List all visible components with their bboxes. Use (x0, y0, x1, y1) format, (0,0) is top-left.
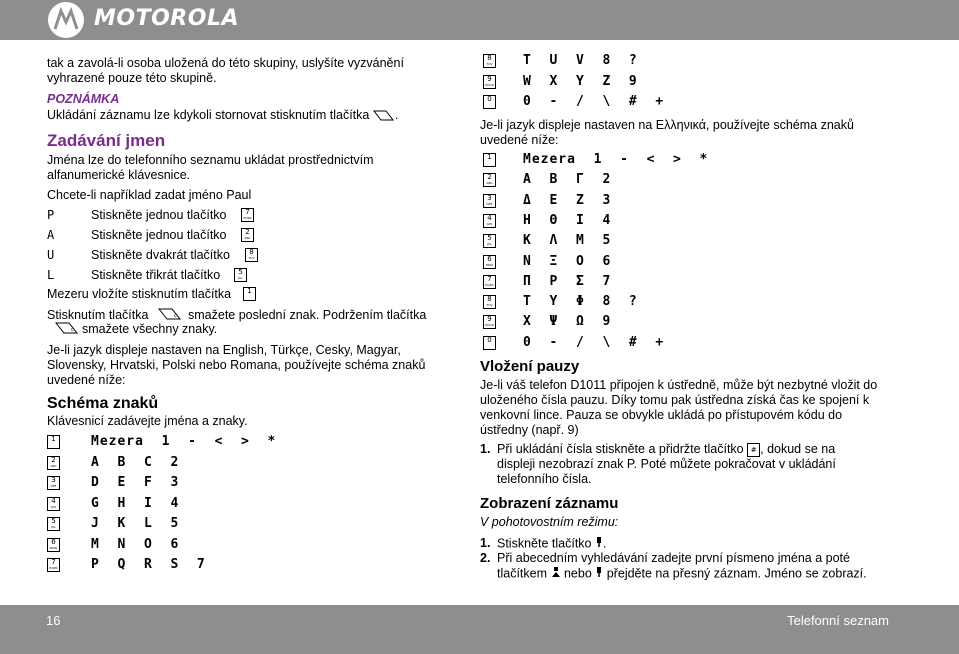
step-text: Stiskněte jednou tlačítko (91, 208, 227, 222)
header-band (0, 0, 959, 40)
key-6-icon: 6 MNO (47, 538, 60, 552)
motorola-logo-icon (48, 2, 84, 38)
char-row: X Ψ Ω 9 (523, 314, 612, 330)
char-row: Mezera 1 - < > * (523, 152, 709, 167)
view-step-1-text: Stiskněte tlačítko (497, 536, 592, 551)
step-letter: P (47, 208, 55, 222)
redial-up-icon (551, 566, 561, 582)
view-step-1-end: . (602, 536, 607, 551)
pause-step-text-end: , dokud se na (760, 442, 836, 456)
para1-line-1: Jména lze do telefonního seznamu ukládat prostřednictvím (47, 153, 374, 167)
heading-zadavani: Zadávání jmen (47, 131, 166, 150)
space-text: Mezeru vložíte stisknutím tlačítka (47, 287, 232, 301)
intro-line-2: vyhrazené pouze této skupině. (47, 71, 217, 85)
para1-line-2: alfanumerické klávesnice. (47, 168, 191, 182)
heading-pauza: Vložení pauzy (480, 358, 580, 375)
char-row: 0 - / \ # + (523, 334, 665, 350)
key-7-icon: 7 PQRS (483, 275, 496, 289)
key-0-icon: 0 (483, 95, 496, 109)
key-1-icon: 1 (483, 153, 496, 167)
key-8-icon: 8 TUV (483, 54, 496, 68)
key-8-icon: 8 TUV (483, 295, 496, 309)
char-row: K Λ M 5 (523, 233, 612, 249)
svg-text:c: c (174, 313, 177, 319)
key-5-icon: 5 JKL (47, 517, 60, 531)
key-5-icon: 5 JKL (483, 234, 496, 248)
key-7-icon: 7 PQRS (241, 208, 254, 222)
char-row: G H I 4 (91, 495, 180, 511)
view-step-2-line-2 (497, 566, 867, 582)
char-row: 0 - / \ # + (523, 94, 665, 109)
clear-key-icon (55, 321, 79, 335)
char-row: D E F 3 (91, 475, 180, 490)
view-step-2-text: tlačítkem (497, 566, 548, 581)
key-3-icon: 3 DEF (483, 194, 496, 208)
key-4-icon: 4 GHI (47, 497, 60, 511)
char-row: P Q R S 7 (91, 557, 206, 572)
delete-line-1b: smažete poslední znak. Podržením tlačítka (188, 308, 427, 322)
note-text (47, 108, 398, 123)
clear-key-icon (158, 307, 182, 321)
char-row: M N O 6 (91, 536, 180, 552)
phonebook-key-icon (595, 536, 603, 552)
greek-para-2: uvedené níže: (480, 133, 559, 147)
svg-text:c: c (71, 327, 74, 333)
lang-para-3: uvedené níže: (47, 373, 126, 387)
char-row: A B Γ 2 (523, 172, 612, 188)
lang-para-2: Slovensky, Hrvatski, Polski nebo Romana, používejte schéma znaků (47, 358, 426, 372)
key-9-icon: 9 WXYZ (483, 315, 496, 329)
lang-para-1: Je-li jazyk displeje nastaven na English, Türkçe, Cesky, Magyar, (47, 343, 401, 357)
step-text: Stiskněte jednou tlačítko (91, 228, 227, 242)
heading-zobrazeni: Zobrazení záznamu (480, 495, 619, 512)
hash-key-icon: # (747, 443, 760, 457)
char-row: Π P Σ 7 (523, 273, 612, 289)
pause-step-text: Při ukládání čísla stiskněte a přidržte tlačítko (497, 442, 744, 456)
view-mode: V pohotovostním režimu: (480, 515, 619, 529)
brand-wordmark: MOTOROLA (94, 6, 239, 31)
key-8-icon: 8 TUV (245, 248, 258, 262)
footer-band (0, 605, 959, 654)
char-row: T Y Φ 8 ? (523, 294, 638, 310)
phonebook-down-icon (595, 566, 603, 582)
key-0-icon: 0 (483, 336, 496, 350)
note-text-body: Ukládání záznamu lze kdykoli stornovat stisknutím tlačítka (47, 108, 370, 122)
note-end: . (394, 108, 399, 122)
char-row: H Θ I 4 (523, 212, 612, 228)
view-step-2-or: nebo (563, 566, 592, 581)
pause-step-line-1 (497, 442, 835, 457)
key-1-icon: 1 (243, 287, 256, 301)
view-step-2-num: 2. (480, 551, 491, 565)
key-1-icon: 1 (47, 435, 60, 449)
pause-para-4: ústředny (např. 9) (480, 423, 579, 437)
scheme-sub: Klávesnicí zadávejte jména a znaky. (47, 414, 248, 428)
char-row: W X Y Z 9 (523, 73, 638, 89)
intro-line-1: tak a zavolá-li osoba uložená do této skupiny, uslyšíte vyzvánění (47, 56, 404, 70)
key-7-icon: 7 PQRS (47, 558, 60, 572)
step-letter: A (47, 228, 55, 242)
page-number: 16 (46, 613, 61, 628)
key-2-icon: 2 ABC (241, 228, 254, 242)
view-step-1-num: 1. (480, 536, 491, 550)
view-step-2-end: přejděte na přesný záznam. Jméno se zobrazí. (606, 566, 867, 581)
step-letter: L (47, 268, 55, 282)
key-4-icon: 4 GHI (483, 214, 496, 228)
step-text: Stiskněte třikrát tlačítko (91, 268, 221, 282)
heading-schema: Schéma znaků (47, 395, 159, 412)
pause-para-1: Je-li váš telefon D1011 připojen k ústředně, může být nezbytné vložit do (480, 378, 878, 392)
char-row: N Ξ O 6 (523, 253, 612, 269)
key-2-icon: 2 ABC (47, 456, 60, 470)
pause-para-2: uloženého čísla pauzu. Díky tomu pak ústředna získá čas ke spojení k (480, 393, 870, 407)
example-text: Chcete-li například zadat jméno Paul (47, 188, 252, 202)
char-row: A B C 2 (91, 454, 180, 470)
step-letter: U (47, 248, 55, 262)
pause-para-3: venkovní lince. Pauza se obvykle ukládá po přístupovém kódu do (480, 408, 843, 422)
key-2-icon: 2 ABC (483, 173, 496, 187)
pause-step-num: 1. (480, 442, 491, 456)
char-row: J K L 5 (91, 516, 180, 531)
greek-para-1: Je-li jazyk displeje nastaven na Ελληνικά, používejte schéma znaků (480, 118, 854, 132)
delete-line-1a: Stisknutím tlačítka (47, 308, 149, 322)
view-step-1 (497, 536, 606, 552)
pause-step-line-2: displeji nezobrazí znak P. Poté můžete pokračovat v ukládání (497, 457, 836, 471)
key-6-icon: 6 MNO (483, 255, 496, 269)
view-step-2-line-1: Při abecedním vyhledávání zadejte první písmeno jména a poté (497, 551, 850, 565)
char-row: Δ E Z 3 (523, 192, 612, 208)
clear-key-icon (373, 109, 395, 123)
key-3-icon: 3 DEF (47, 476, 60, 490)
key-5-icon: 5 JKL (234, 268, 247, 282)
delete-line-2: smažete všechny znaky. (82, 322, 218, 336)
section-title: Telefonní seznam (787, 613, 889, 628)
note-title: POZNÁMKA (47, 92, 120, 106)
key-9-icon: 9 WXYZ (483, 75, 496, 89)
char-row: T U V 8 ? (523, 53, 638, 68)
char-row: Mezera 1 - < > * (91, 434, 277, 449)
pause-step-line-3: telefonního čísla. (497, 472, 592, 486)
step-text: Stiskněte dvakrát tlačítko (91, 248, 230, 262)
